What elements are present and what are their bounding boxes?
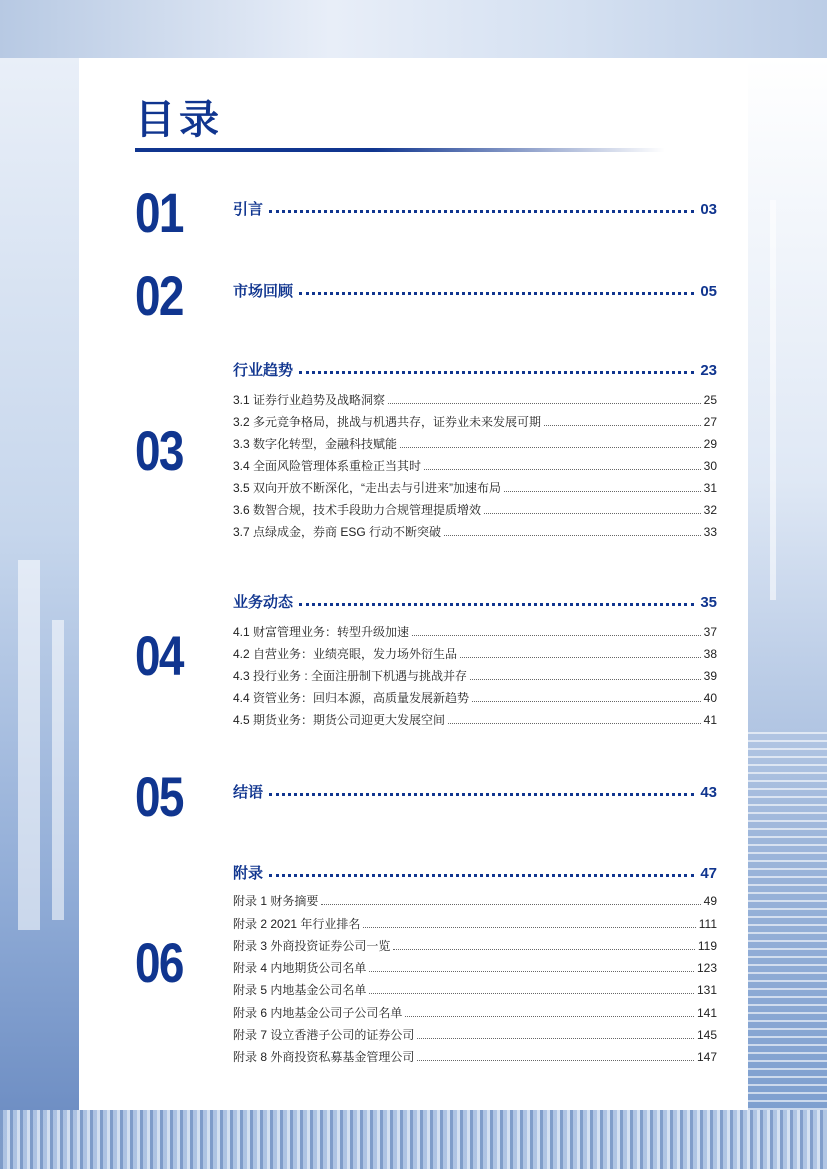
- toc-subentry-page: 31: [703, 481, 717, 495]
- dot-leader: [369, 971, 694, 972]
- toc-subentry[interactable]: [233, 689, 717, 706]
- toc-entry-title: 附录: [233, 865, 264, 882]
- toc-subentry-page: 29: [703, 437, 717, 451]
- toc-subentry-title: 4.3 投行业务 : 全面注册制下机遇与挑战并存: [233, 669, 468, 683]
- dot-leader: [388, 403, 701, 404]
- background-decor-bar: [770, 200, 776, 600]
- toc-subentry-title: 4.2 自营业务：业绩亮眼，发力场外衍生品: [233, 647, 458, 661]
- toc-entry-title: 业务动态: [233, 594, 294, 611]
- toc-subentry[interactable]: [233, 645, 717, 662]
- toc-subentry[interactable]: [233, 959, 717, 976]
- dot-leader: [460, 657, 701, 658]
- dot-leader: [369, 993, 694, 994]
- toc-subentry[interactable]: [233, 479, 717, 496]
- toc-entry-page: 05: [700, 283, 717, 300]
- toc-subentry-title: 附录 2 2021 年行业排名: [233, 917, 361, 931]
- toc-subentry-page: 39: [703, 669, 717, 683]
- toc-subentry-title: 附录 5 内地基金公司名单: [233, 983, 367, 997]
- dot-leader: [448, 723, 701, 724]
- toc-entry-appendix[interactable]: [233, 862, 717, 883]
- dot-leader: [363, 927, 695, 928]
- toc-subentry-title: 3.3 数字化转型，金融科技赋能: [233, 437, 398, 451]
- dot-leader: [400, 447, 701, 448]
- dot-leader: [504, 491, 701, 492]
- toc-subentry[interactable]: [233, 435, 717, 452]
- toc-subentry-page: 49: [703, 894, 717, 908]
- toc-subentry-page: 141: [696, 1006, 717, 1020]
- toc-entry-intro[interactable]: [233, 198, 717, 219]
- toc-entry-page: 35: [700, 594, 717, 611]
- background-decor-bar: [18, 560, 40, 930]
- toc-subentry-page: 32: [703, 503, 717, 517]
- toc-subentry[interactable]: [233, 391, 717, 408]
- toc-subentry-title: 4.4 资管业务：回归本源，高质量发展新趋势: [233, 691, 470, 705]
- toc-subentry-page: 131: [696, 983, 717, 997]
- section-number: 02: [135, 264, 183, 327]
- dot-leader: [412, 635, 701, 636]
- toc-subentry[interactable]: [233, 892, 717, 909]
- toc-subentry[interactable]: [233, 457, 717, 474]
- toc-subentry-page: 41: [703, 713, 717, 727]
- background-right-band: [748, 58, 827, 1110]
- dot-leader: [405, 1016, 694, 1017]
- toc-entry-page: 43: [700, 784, 717, 801]
- toc-subentry-page: 33: [703, 525, 717, 539]
- toc-subentry-title: 4.1 财富管理业务：转型升级加速: [233, 625, 410, 639]
- toc-subentry[interactable]: [233, 523, 717, 540]
- toc-subentry-page: 147: [696, 1050, 717, 1064]
- dot-leader: [470, 679, 701, 680]
- toc-entry-title: 结语: [233, 784, 264, 801]
- dot-leader: [299, 371, 694, 374]
- toc-subentry[interactable]: [233, 667, 717, 684]
- title-underline: [135, 148, 665, 152]
- toc-subentry-page: 27: [703, 415, 717, 429]
- toc-entry-page: 23: [700, 362, 717, 379]
- toc-subentry[interactable]: [233, 1026, 717, 1043]
- dot-leader: [484, 513, 701, 514]
- toc-entry-title: 市场回顾: [233, 283, 294, 300]
- toc-subentry-title: 3.7 点绿成金，券商 ESG 行动不断突破: [233, 525, 442, 539]
- toc-subentry[interactable]: [233, 711, 717, 728]
- background-decor-bar: [52, 620, 64, 920]
- page-title: 目录: [135, 97, 223, 143]
- toc-subentry-title: 3.1 证券行业趋势及战略洞察: [233, 393, 386, 407]
- dot-leader: [417, 1038, 694, 1039]
- toc-entry-page: 03: [700, 201, 717, 218]
- toc-subentry-title: 附录 7 设立香港子公司的证券公司: [233, 1028, 415, 1042]
- toc-subentry-page: 38: [703, 647, 717, 661]
- toc-entry-page: 47: [700, 865, 717, 882]
- toc-entry-title: 行业趋势: [233, 362, 294, 379]
- toc-entry-title: 引言: [233, 201, 264, 218]
- toc-subentry[interactable]: [233, 1048, 717, 1065]
- toc-subentry-page: 37: [703, 625, 717, 639]
- toc-subentry-title: 附录 6 内地基金公司子公司名单: [233, 1006, 403, 1020]
- dot-leader: [269, 793, 694, 796]
- toc-subentry-page: 111: [698, 917, 717, 931]
- toc-subentry-title: 3.4 全面风险管理体系重检正当其时: [233, 459, 422, 473]
- background-top-band: [0, 0, 827, 58]
- toc-subentry-title: 4.5 期货业务：期货公司迎更大发展空间: [233, 713, 446, 727]
- toc-entry-market-review[interactable]: [233, 280, 717, 301]
- toc-subentry[interactable]: [233, 413, 717, 430]
- dot-leader: [424, 469, 701, 470]
- dot-leader: [544, 425, 701, 426]
- toc-subentry[interactable]: [233, 981, 717, 998]
- dot-leader: [393, 949, 695, 950]
- dot-leader: [417, 1060, 694, 1061]
- toc-subentry-page: 25: [703, 393, 717, 407]
- toc-subentry[interactable]: [233, 937, 717, 954]
- toc-subentry-title: 3.2 多元竞争格局，挑战与机遇共存，证券业未来发展可期: [233, 415, 542, 429]
- dot-leader: [269, 874, 694, 877]
- dot-leader: [299, 603, 694, 606]
- section-number: 01: [135, 181, 183, 244]
- toc-subentry-page: 123: [696, 961, 717, 975]
- toc-subentry[interactable]: [233, 915, 717, 932]
- section-number: 05: [135, 765, 183, 828]
- toc-subentry-title: 3.6 数智合规，技术手段助力合规管理提质增效: [233, 503, 482, 517]
- dot-leader: [299, 292, 694, 295]
- toc-subentry-title: 附录 1 财务摘要: [233, 894, 319, 908]
- toc-subentry-page: 145: [696, 1028, 717, 1042]
- toc-subentry[interactable]: [233, 501, 717, 518]
- toc-subentry-page: 30: [703, 459, 717, 473]
- toc-subentry-title: 附录 3 外商投资证券公司一览: [233, 939, 391, 953]
- toc-entry-industry-trends[interactable]: [233, 359, 717, 380]
- toc-subentry-title: 附录 4 内地期货公司名单: [233, 961, 367, 975]
- toc-page: [79, 58, 748, 1110]
- dot-leader: [321, 904, 700, 905]
- section-number: 06: [135, 931, 183, 994]
- toc-entry-business-dynamics[interactable]: [233, 591, 717, 612]
- toc-subentry-title: 3.5 双向开放不断深化，“走出去与引进来”加速布局: [233, 481, 502, 495]
- section-number: 03: [135, 419, 183, 482]
- toc-subentry-title: 附录 8 外商投资私募基金管理公司: [233, 1050, 415, 1064]
- section-number: 04: [135, 624, 183, 687]
- toc-subentry-page: 40: [703, 691, 717, 705]
- dot-leader: [472, 701, 701, 702]
- dot-leader: [444, 535, 701, 536]
- toc-entry-conclusion[interactable]: [233, 781, 717, 802]
- toc-subentry[interactable]: [233, 623, 717, 640]
- dot-leader: [269, 210, 694, 213]
- background-bottom-band: [0, 1110, 827, 1169]
- toc-subentry[interactable]: [233, 1004, 717, 1021]
- toc-subentry-page: 119: [697, 939, 717, 953]
